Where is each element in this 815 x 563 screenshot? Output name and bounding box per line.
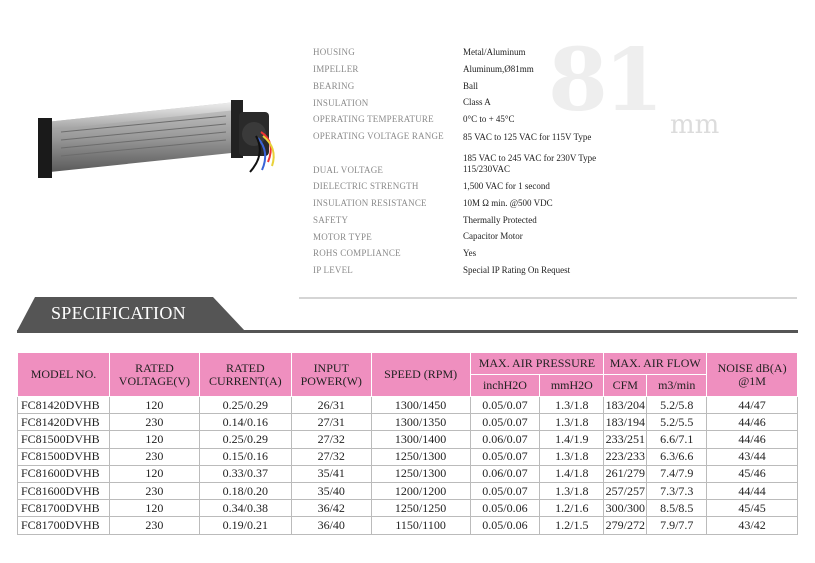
table-cell: 36/42 xyxy=(291,500,371,517)
table-cell: 8.5/8.5 xyxy=(647,500,707,517)
table-cell: 45/46 xyxy=(707,465,798,482)
table-cell: 45/45 xyxy=(707,500,798,517)
table-row xyxy=(18,500,798,517)
header-flow-cfm: CFM xyxy=(604,375,647,397)
table-row xyxy=(18,517,798,534)
table-cell: 0.34/0.38 xyxy=(199,500,291,517)
header-pressure-in: inchH2O xyxy=(470,375,540,397)
table-cell: FC81600DVHB xyxy=(18,482,110,499)
table-cell: FC81600DVHB xyxy=(18,465,110,482)
spec-label: OPERATING TEMPERATURE xyxy=(313,114,434,125)
header-speed: SPEED (RPM) xyxy=(371,353,470,397)
spec-row-insulation-resistance xyxy=(313,195,596,212)
divider xyxy=(299,297,797,299)
spec-table xyxy=(17,352,798,535)
table-cell: 257/257 xyxy=(604,482,647,499)
spec-value: Thermally Protected xyxy=(463,214,537,225)
table-cell: 1.2/1.6 xyxy=(540,500,604,517)
table-cell: 230 xyxy=(109,448,199,465)
table-cell: FC81700DVHB xyxy=(18,517,110,534)
table-cell: 0.33/0.37 xyxy=(199,465,291,482)
spec-label: DIELECTRIC STRENGTH xyxy=(313,181,419,192)
spec-label: SAFETY xyxy=(313,214,349,225)
table-row xyxy=(18,448,798,465)
header-model: MODEL NO. xyxy=(18,353,110,397)
table-cell: 7.3/7.3 xyxy=(647,482,707,499)
table-cell: FC81420DVHB xyxy=(18,397,110,414)
spec-label: OPERATING VOLTAGE RANGE xyxy=(313,130,444,141)
spec-value: Special IP Rating On Request xyxy=(463,264,571,275)
table-cell: 44/46 xyxy=(707,414,798,431)
table-cell: 233/251 xyxy=(604,431,647,448)
spec-label: IP LEVEL xyxy=(313,265,354,276)
header-power: INPUT POWER(W) xyxy=(291,353,371,397)
spec-label: ROHS COMPLIANCE xyxy=(313,248,401,259)
spec-row-operating-voltage xyxy=(313,128,596,162)
table-cell: 120 xyxy=(109,465,199,482)
spec-value: Metal/Aluminum xyxy=(463,47,526,57)
table-cell: 1.4/1.8 xyxy=(540,465,604,482)
spec-value: Capacitor Motor xyxy=(463,231,523,242)
table-cell: 0.05/0.07 xyxy=(470,448,540,465)
table-cell: 223/233 xyxy=(604,448,647,465)
table-cell: 0.05/0.06 xyxy=(470,517,540,534)
table-cell: 1.4/1.9 xyxy=(540,431,604,448)
table-cell: 0.05/0.07 xyxy=(470,397,540,414)
table-cell: 1150/1100 xyxy=(371,517,470,534)
spec-value: 115/230VAC xyxy=(463,164,511,175)
table-cell: 1.2/1.5 xyxy=(540,517,604,534)
table-row xyxy=(18,465,798,482)
spec-row-safety xyxy=(313,212,596,229)
size-unit: mm xyxy=(670,110,720,140)
table-cell: 6.6/7.1 xyxy=(647,431,707,448)
spec-value: Aluminum,Ø81mm xyxy=(463,63,534,74)
header-voltage: RATED VOLTAGE(V) xyxy=(109,353,199,397)
spec-value: 1,500 VAC for 1 second xyxy=(463,181,550,191)
table-row xyxy=(18,482,798,499)
table-cell: 300/300 xyxy=(604,500,647,517)
table-cell: 36/40 xyxy=(291,517,371,534)
spec-value: Ball xyxy=(463,80,478,91)
table-cell: 44/44 xyxy=(707,482,798,499)
spec-label: HOUSING xyxy=(313,47,355,58)
table-cell: 27/31 xyxy=(291,414,371,431)
section-rule xyxy=(17,330,798,333)
header-flow-m3: m3/min xyxy=(647,375,707,397)
table-cell: 230 xyxy=(109,414,199,431)
table-cell: 1.3/1.8 xyxy=(540,448,604,465)
table-cell: 1300/1450 xyxy=(371,397,470,414)
table-cell: 1.3/1.8 xyxy=(540,397,604,414)
table-cell: 44/47 xyxy=(707,397,798,414)
table-cell: 0.05/0.07 xyxy=(470,414,540,431)
table-cell: 0.25/0.29 xyxy=(199,431,291,448)
spec-value: 0°C to + 45°C xyxy=(463,114,515,124)
table-cell: 0.06/0.07 xyxy=(470,431,540,448)
spec-value: Yes xyxy=(463,248,477,258)
table-cell: 1300/1350 xyxy=(371,414,470,431)
table-cell: 5.2/5.8 xyxy=(647,397,707,414)
table-cell: 230 xyxy=(109,517,199,534)
table-cell: 7.4/7.9 xyxy=(647,465,707,482)
section-title: SPECIFICATION xyxy=(51,303,186,323)
header-flow: MAX. AIR FLOW xyxy=(604,353,707,375)
spec-label: IMPELLER xyxy=(313,64,359,75)
spec-row-dielectric-strength xyxy=(313,178,596,195)
crossflow-fan-image xyxy=(36,92,286,192)
table-cell: FC81500DVHB xyxy=(18,431,110,448)
size-number: 81 xyxy=(548,30,660,131)
table-cell: 0.05/0.07 xyxy=(470,482,540,499)
spec-label: BEARING xyxy=(313,80,355,91)
table-cell: 230 xyxy=(109,482,199,499)
table-cell: 1300/1400 xyxy=(371,431,470,448)
table-cell: 27/32 xyxy=(291,431,371,448)
table-cell: 0.15/0.16 xyxy=(199,448,291,465)
spec-label: INSULATION RESISTANCE xyxy=(313,198,427,209)
header-current: RATED CURRENT(A) xyxy=(199,353,291,397)
table-row xyxy=(18,431,798,448)
header-pressure-mm: mmH2O xyxy=(540,375,604,397)
table-cell: 35/41 xyxy=(291,465,371,482)
spec-value: Class A xyxy=(463,97,491,108)
table-cell: 0.18/0.20 xyxy=(199,482,291,499)
table-cell: 5.2/5.5 xyxy=(647,414,707,431)
header-noise: NOISE dB(A) @1M xyxy=(707,353,798,397)
table-cell: FC81500DVHB xyxy=(18,448,110,465)
spec-row-motor-type xyxy=(313,228,596,245)
table-cell: 261/279 xyxy=(604,465,647,482)
table-cell: 26/31 xyxy=(291,397,371,414)
spec-label: INSULATION xyxy=(313,97,369,108)
table-cell: 1.3/1.8 xyxy=(540,414,604,431)
spec-value: 85 VAC to 125 VAC for 115V Type 185 VAC to 245 VAC for 230V Type xyxy=(463,131,597,163)
table-cell: 0.14/0.16 xyxy=(199,414,291,431)
table-cell: FC81700DVHB xyxy=(18,500,110,517)
table-cell: 120 xyxy=(109,431,199,448)
table-cell: 279/272 xyxy=(604,517,647,534)
table-cell: 1.3/1.8 xyxy=(540,482,604,499)
table-cell: 6.3/6.6 xyxy=(647,448,707,465)
table-cell: 1200/1200 xyxy=(371,482,470,499)
table-cell: 27/32 xyxy=(291,448,371,465)
header-pressure: MAX. AIR PRESSURE xyxy=(470,353,604,375)
table-cell: 183/194 xyxy=(604,414,647,431)
table-body xyxy=(18,397,798,535)
table-cell: 43/44 xyxy=(707,448,798,465)
spec-label: DUAL VOLTAGE xyxy=(313,164,384,175)
table-cell: 43/42 xyxy=(707,517,798,534)
table-cell: 1250/1300 xyxy=(371,448,470,465)
table-cell: 0.06/0.07 xyxy=(470,465,540,482)
table-row xyxy=(18,397,798,414)
spec-value: 10M Ω min. @500 VDC xyxy=(463,197,553,208)
spec-row-rohs xyxy=(313,245,596,262)
table-cell: 1250/1300 xyxy=(371,465,470,482)
table-cell: 44/46 xyxy=(707,431,798,448)
table-cell: 0.25/0.29 xyxy=(199,397,291,414)
table-cell: 0.05/0.06 xyxy=(470,500,540,517)
table-cell: 7.9/7.7 xyxy=(647,517,707,534)
table-cell: 120 xyxy=(109,500,199,517)
table-cell: 35/40 xyxy=(291,482,371,499)
table-cell: FC81420DVHB xyxy=(18,414,110,431)
spec-label: MOTOR TYPE xyxy=(313,231,372,242)
table-row xyxy=(18,414,798,431)
table-cell: 120 xyxy=(109,397,199,414)
spec-row-ip-level xyxy=(313,262,596,279)
table-cell: 0.19/0.21 xyxy=(199,517,291,534)
table-cell: 183/204 xyxy=(604,397,647,414)
table-cell: 1250/1250 xyxy=(371,500,470,517)
